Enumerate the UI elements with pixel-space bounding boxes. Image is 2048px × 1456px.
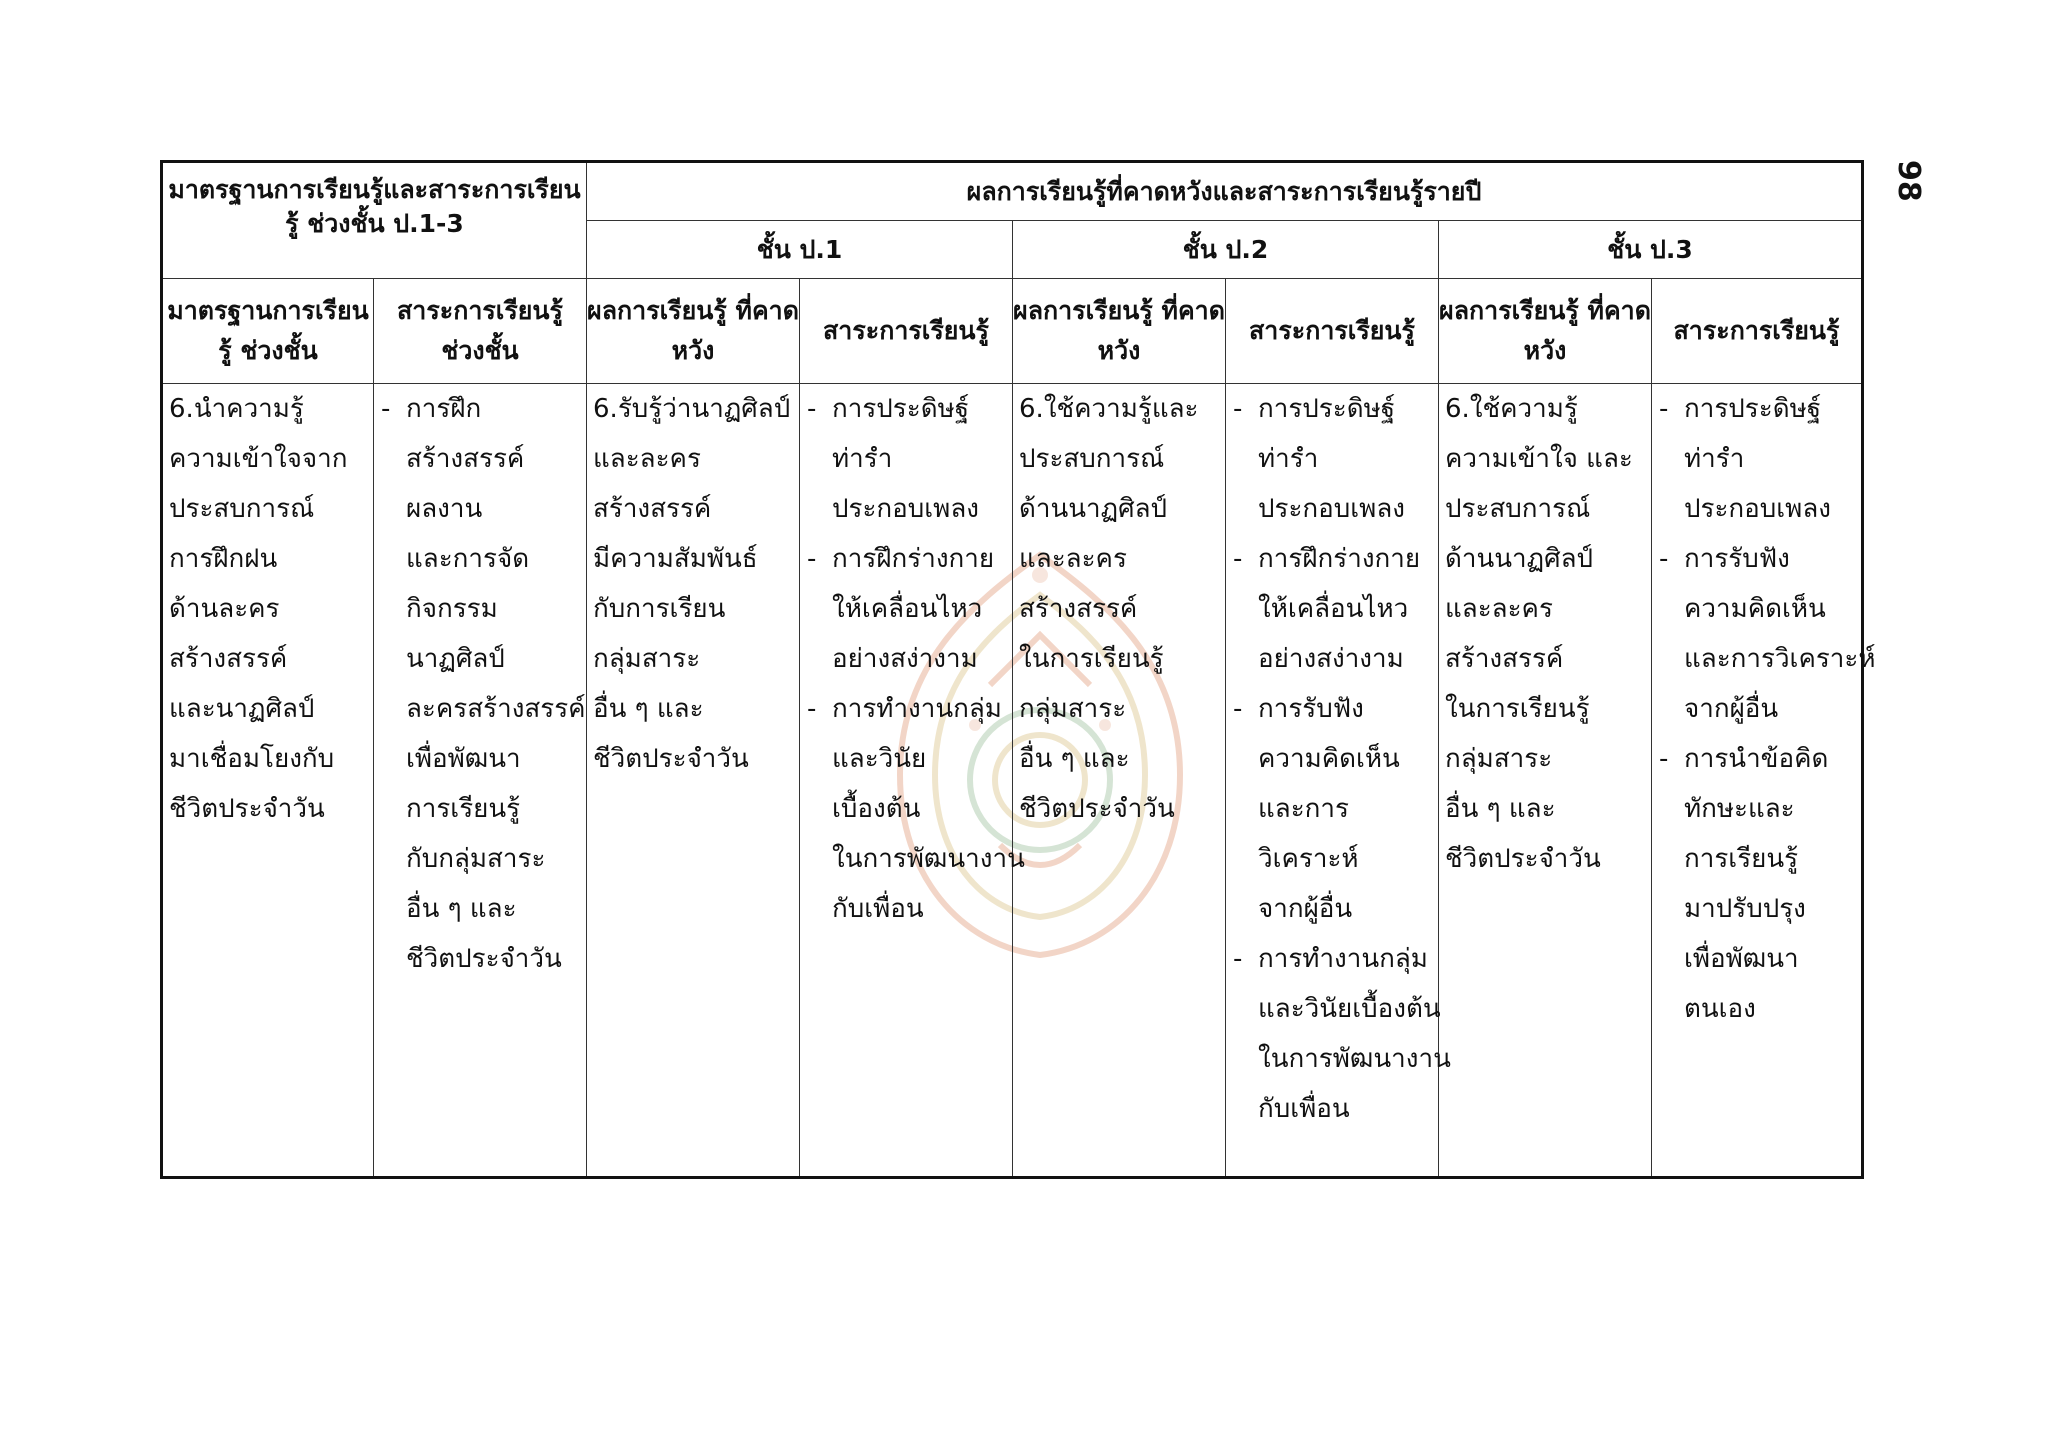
item-line: ประกอบเพลง <box>1258 494 1405 524</box>
item-line: ประกอบเพลง <box>1684 494 1831 524</box>
item-number: 6. <box>1445 394 1470 424</box>
item-line: อย่างสง่างาม <box>832 644 978 674</box>
bullet-item <box>800 534 1012 684</box>
item-line: ความเข้าใจจาก <box>169 444 348 474</box>
item-line: รับรู้ว่านาฏศิลป์ <box>617 394 791 424</box>
item-line: ให้เคลื่อนไหว <box>1258 594 1409 624</box>
dash-bullet-icon: - <box>807 544 817 574</box>
item-line: มาปรับปรุง <box>1684 894 1806 924</box>
bullet-item <box>1226 934 1451 1134</box>
item-line: ละครสร้างสรรค์ <box>406 694 586 724</box>
dash-bullet-icon: - <box>1233 694 1243 724</box>
item-line: เพื่อพัฒนา <box>406 744 521 774</box>
item-line: การเรียนรู้ <box>1684 844 1799 874</box>
item-line: อื่น ๆ และ <box>593 694 704 724</box>
item-line: กลุ่มสาระ <box>1019 694 1127 724</box>
item-line: การทำงานกลุ่ม <box>1258 944 1428 974</box>
item-line: กลุ่มสาระ <box>1445 744 1553 774</box>
subheader-p2-outcome: ผลการเรียนรู้ ที่คาดหวัง <box>1013 279 1226 384</box>
item-line: ให้เคลื่อนไหว <box>832 594 983 624</box>
item-line: ท่ารำ <box>1258 444 1319 474</box>
dash-bullet-icon: - <box>807 694 817 724</box>
item-line: ชีวิตประจำวัน <box>1445 844 1601 874</box>
item-line: นาฏศิลป์ <box>406 644 505 674</box>
item-line: กลุ่มสาระ <box>593 644 701 674</box>
p3-outcome-cell <box>1439 384 1652 1178</box>
bullet-item <box>1652 534 1876 734</box>
bullet-item <box>1226 384 1438 534</box>
item-line: กับกลุ่มสาระ <box>406 844 546 874</box>
item-line: กับการเรียน <box>593 594 726 624</box>
item-line: และละคร <box>593 444 701 474</box>
item-line: ชีวิตประจำวัน <box>1019 794 1175 824</box>
item-line: ความคิดเห็น <box>1684 594 1826 624</box>
item-line: กิจกรรม <box>406 594 498 624</box>
item-line: มาเชื่อมโยงกับ <box>169 744 335 774</box>
range-content-cell <box>374 384 587 1178</box>
numbered-item <box>587 384 799 784</box>
item-line: ด้านนาฏศิลป์ <box>1445 544 1594 574</box>
numbered-item <box>1439 384 1651 884</box>
item-line: ตนเอง <box>1684 994 1756 1024</box>
item-line: สร้างสรรค์ <box>406 444 525 474</box>
item-line: กับเพื่อน <box>1258 1094 1350 1124</box>
item-line: และการ <box>1258 794 1349 824</box>
p1-outcome-cell <box>587 384 800 1178</box>
dash-bullet-icon: - <box>1659 544 1669 574</box>
item-line: ความเข้าใจ และ <box>1445 444 1633 474</box>
curriculum-table <box>160 160 1876 1179</box>
item-line: การฝึกฝน <box>169 544 278 574</box>
item-line: ท่ารำ <box>832 444 893 474</box>
item-line: อื่น ๆ และ <box>1019 744 1130 774</box>
bullet-item <box>1226 534 1438 684</box>
item-line: การฝึก <box>406 394 482 424</box>
item-line: การทำงานกลุ่ม <box>832 694 1002 724</box>
subheader-p1-outcome: ผลการเรียนรู้ ที่คาดหวัง <box>587 279 800 384</box>
item-line: มีความสัมพันธ์ <box>593 544 758 574</box>
item-line: ในการพัฒนางาน <box>832 844 1025 874</box>
subheader-p1-content: สาระการเรียนรู้ <box>800 279 1013 384</box>
item-line: อื่น ๆ และ <box>1445 794 1556 824</box>
item-line: ประกอบเพลง <box>832 494 979 524</box>
standard-cell <box>162 384 374 1178</box>
item-line: และละคร <box>1445 594 1553 624</box>
dash-bullet-icon: - <box>1659 744 1669 774</box>
item-line: การประดิษฐ์ <box>1684 394 1822 424</box>
item-line: อื่น ๆ และ <box>406 894 517 924</box>
item-line: และนาฏศิลป์ <box>169 694 315 724</box>
item-line: ความคิดเห็น <box>1258 744 1400 774</box>
item-line: เพื่อพัฒนา <box>1684 944 1799 974</box>
item-line: จากผู้อื่น <box>1258 894 1353 924</box>
item-line: ประสบการณ์ <box>1445 494 1591 524</box>
item-line: ใช้ความรู้ <box>1469 394 1578 424</box>
item-line: ในการพัฒนางาน <box>1258 1044 1451 1074</box>
page-number: 98 <box>1891 160 1926 202</box>
dash-bullet-icon: - <box>1233 394 1243 424</box>
dash-bullet-icon: - <box>1233 944 1243 974</box>
item-line: ด้านละคร <box>169 594 280 624</box>
item-line: เบื้องต้น <box>832 794 921 824</box>
item-line: กับเพื่อน <box>832 894 924 924</box>
grade-header-p3: ชั้น ป.3 <box>1439 221 1863 279</box>
subheader-p3-outcome: ผลการเรียนรู้ ที่คาดหวัง <box>1439 279 1652 384</box>
item-line: ทักษะและ <box>1684 794 1795 824</box>
item-line: นำความรู้ <box>193 394 304 424</box>
numbered-item <box>163 384 373 834</box>
grade-header-p1: ชั้น ป.1 <box>587 221 1013 279</box>
dash-bullet-icon: - <box>807 394 817 424</box>
item-line: และการวิเคราะห์ <box>1684 644 1876 674</box>
dash-bullet-icon: - <box>1659 394 1669 424</box>
item-number: 6. <box>593 394 618 424</box>
item-line: ผลงาน <box>406 494 483 524</box>
item-line: ด้านนาฏศิลป์ <box>1019 494 1168 524</box>
item-line: การฝึกร่างกาย <box>1258 544 1421 574</box>
item-number: 6. <box>169 394 194 424</box>
bullet-item <box>374 384 586 984</box>
item-line: ในการเรียนรู้ <box>1019 644 1164 674</box>
p3-content-cell <box>1652 384 1876 1178</box>
item-line: ประสบการณ์ <box>1019 444 1165 474</box>
item-line: ใช้ความรู้และ <box>1043 394 1199 424</box>
item-line: การนำข้อคิด <box>1684 744 1829 774</box>
item-line: ชีวิตประจำวัน <box>169 794 325 824</box>
bullet-item <box>1226 684 1438 934</box>
item-line: การประดิษฐ์ <box>832 394 970 424</box>
item-line: และวินัยเบื้องต้น <box>1258 994 1441 1024</box>
item-line: วิเคราะห์ <box>1258 844 1359 874</box>
standards-header: มาตรฐานการเรียนรู้และสาระการเรียนรู้ ช่วงชั้น ป.1-3 <box>162 162 587 279</box>
p1-content-cell <box>800 384 1025 1178</box>
item-line: การรับฟัง <box>1684 544 1790 574</box>
item-line: การรับฟัง <box>1258 694 1364 724</box>
p2-content-cell <box>1226 384 1451 1178</box>
item-line: จากผู้อื่น <box>1684 694 1779 724</box>
item-line: ในการเรียนรู้ <box>1445 694 1590 724</box>
item-line: และการจัด <box>406 544 530 574</box>
item-line: ท่ารำ <box>1684 444 1745 474</box>
subheader-p2-content: สาระการเรียนรู้ <box>1226 279 1439 384</box>
item-line: สร้างสรรค์ <box>593 494 712 524</box>
p2-outcome-cell <box>1013 384 1226 1178</box>
item-line: ชีวิตประจำวัน <box>406 944 562 974</box>
subheader-standard: มาตรฐานการเรียนรู้ ช่วงชั้น <box>162 279 374 384</box>
grade-header-p2: ชั้น ป.2 <box>1013 221 1439 279</box>
bullet-item <box>800 684 1025 934</box>
outcomes-header: ผลการเรียนรู้ที่คาดหวังและสาระการเรียนรู้รายปี <box>587 162 1863 221</box>
item-line: การประดิษฐ์ <box>1258 394 1396 424</box>
bullet-item <box>800 384 1012 534</box>
numbered-item <box>1013 384 1225 834</box>
item-line: และวินัย <box>832 744 927 774</box>
subheader-p3-content: สาระการเรียนรู้ <box>1652 279 1863 384</box>
item-line: การฝึกร่างกาย <box>832 544 995 574</box>
subheader-range-content: สาระการเรียนรู้ ช่วงชั้น <box>374 279 587 384</box>
item-number: 6. <box>1019 394 1044 424</box>
item-line: สร้างสรรค์ <box>1445 644 1564 674</box>
item-line: อย่างสง่างาม <box>1258 644 1404 674</box>
item-line: และละคร <box>1019 544 1127 574</box>
bullet-item <box>1652 384 1861 534</box>
dash-bullet-icon: - <box>381 394 391 424</box>
item-line: สร้างสรรค์ <box>1019 594 1138 624</box>
dash-bullet-icon: - <box>1233 544 1243 574</box>
bullet-item <box>1652 734 1861 1034</box>
item-line: การเรียนรู้ <box>406 794 521 824</box>
item-line: ชีวิตประจำวัน <box>593 744 749 774</box>
item-line: สร้างสรรค์ <box>169 644 288 674</box>
item-line: ประสบการณ์ <box>169 494 315 524</box>
